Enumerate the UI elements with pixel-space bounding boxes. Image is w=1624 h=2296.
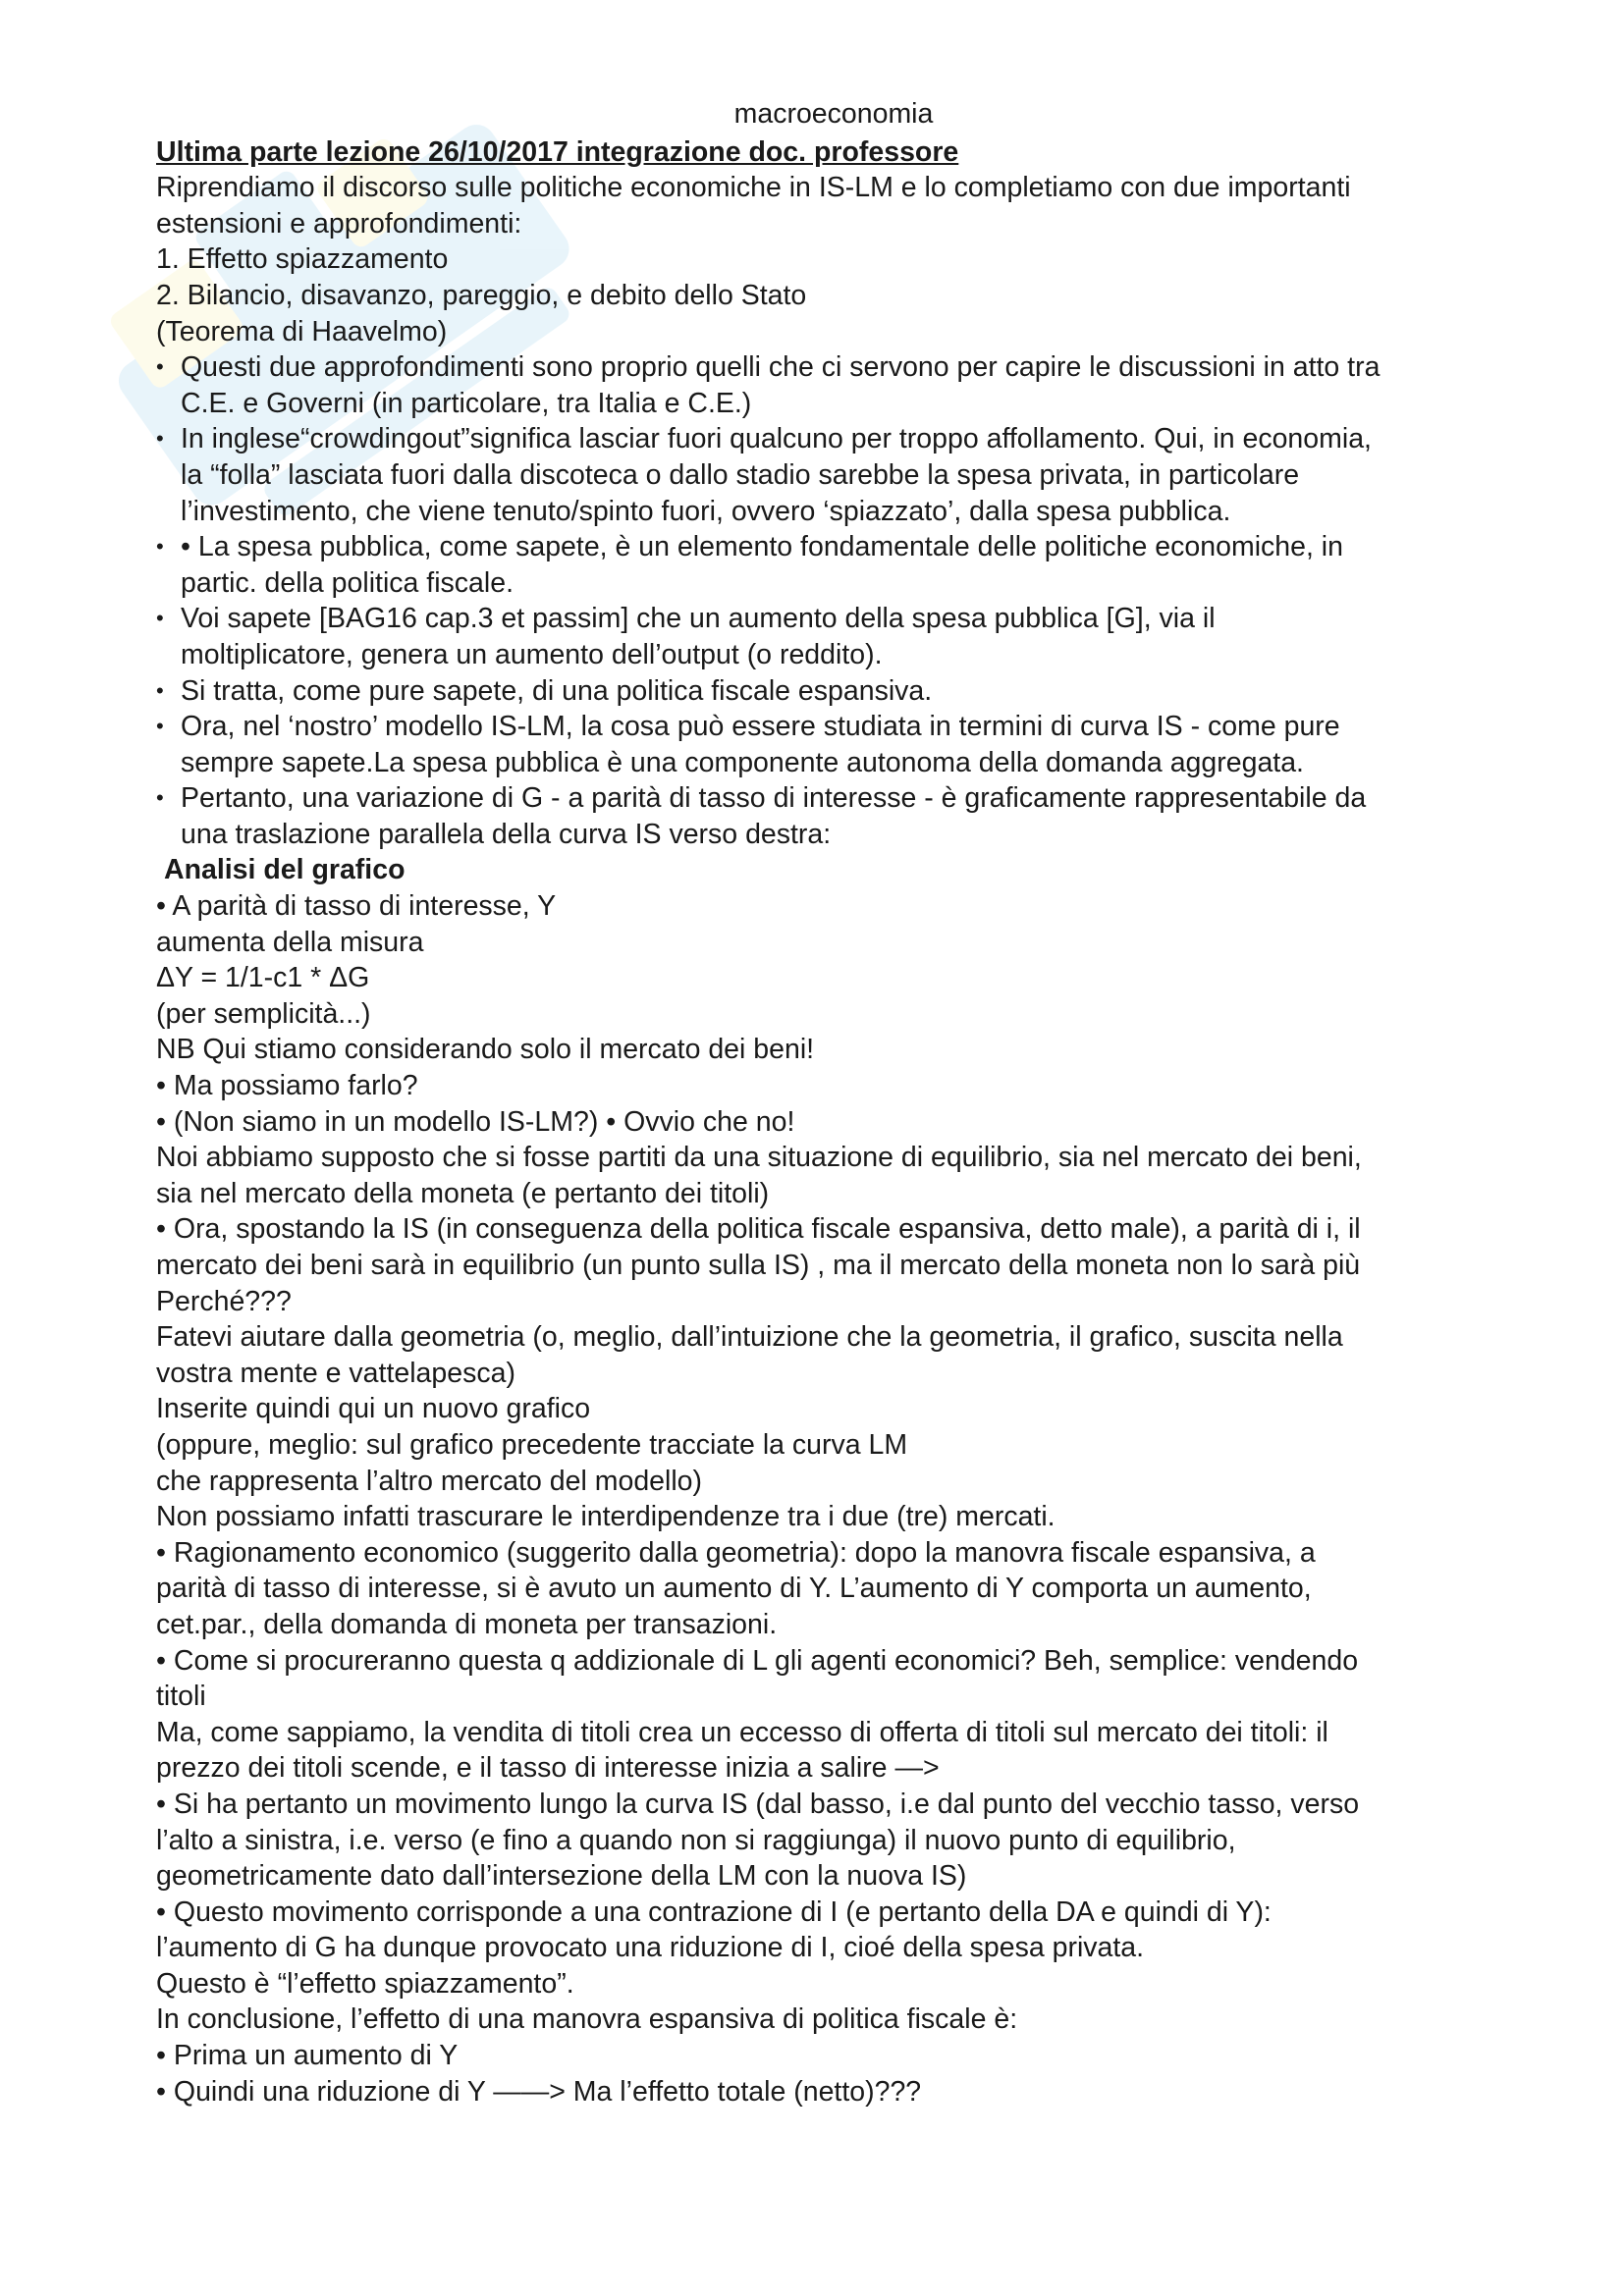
list-item-line: • In inglese“crowdingout”significa lasciar fuori qualcuno per troppo affollamento. Qui, in economia, <box>181 423 1372 455</box>
body-line: Noi abbiamo supposto che si fosse partiti da una situazione di equilibrio, sia nel mercato dei beni, <box>156 1142 1362 1174</box>
list-item <box>156 709 1482 780</box>
list-item-line: • Pertanto, una variazione di G - a parità di tasso di interesse - è graficamente rappresentabile da <box>181 782 1367 815</box>
intro-line: 2. Bilancio, disavanzo, pareggio, e debito dello Stato <box>156 279 807 311</box>
list-item-line: • Voi sapete [BAG16 cap.3 et passim] che un aumento della spesa pubblica [G], via il <box>181 603 1216 635</box>
body-line: prezzo dei titoli scende, e il tasso di interesse inizia a salire —> <box>156 1752 940 1785</box>
body-line: • Ragionamento economico (suggerito dalla geometria): dopo la manovra fiscale espansiva, a <box>156 1536 1316 1569</box>
document-page <box>156 96 1482 2109</box>
list-item-line: sempre sapete.La spesa pubblica è una componente autonoma della domanda aggregata. <box>181 746 1304 778</box>
body-line: Non possiamo infatti trascurare le interdipendenze tra i due (tre) mercati. <box>156 1501 1056 1533</box>
body-line: geometricamente dato dall’intersezione della LM con la nuova IS) <box>156 1860 967 1893</box>
list-item-line: • Questi due approfondimenti sono proprio quelli che ci servono per capire le discussioni in atto tra <box>181 351 1380 384</box>
intro-line: (Teorema di Haavelmo) <box>156 315 448 347</box>
body-line: vostra mente e vattelapesca) <box>156 1357 515 1389</box>
list-item-line: moltiplicatore, genera un aumento dell’output (o reddito). <box>181 638 883 670</box>
list-item <box>156 601 1482 672</box>
body-block <box>156 888 1482 2109</box>
body-line: che rappresenta l’altro mercato del modello) <box>156 1465 703 1497</box>
list-item-line: l’investimento, che viene tenuto/spinto fuori, ovvero ‘spiazzato’, dalla spesa pubblica. <box>181 495 1231 527</box>
intro-block <box>156 170 1482 349</box>
list-item-line: una traslazione parallela della curva IS verso destra: <box>181 818 832 850</box>
list-item-line: • Ora, nel ‘nostro’ modello IS-LM, la cosa può essere studiata in termini di curva IS - come pure <box>181 711 1340 743</box>
list-item-line: la “folla” lasciata fuori dalla discoteca o dallo stadio sarebbe la spesa privata, in particolare <box>181 458 1300 491</box>
section-subheading: Analisi del grafico <box>164 854 406 886</box>
body-line: l’aumento di G ha dunque provocato una riduzione di I, cioé della spesa privata. <box>156 1932 1145 1964</box>
body-line: • Prima un aumento di Y <box>156 2040 459 2072</box>
body-line: In conclusione, l’effetto di una manovra espansiva di politica fiscale è: <box>156 2003 1018 2036</box>
body-line: Inserite quindi qui un nuovo grafico <box>156 1393 591 1425</box>
intro-line: 1. Effetto spiazzamento <box>156 243 449 276</box>
bullet-list <box>156 349 1482 852</box>
list-item-line: C.E. e Governi (in particolare, tra Italia e C.E.) <box>181 387 752 419</box>
body-line: Perché??? <box>156 1285 292 1317</box>
body-line: • A parità di tasso di interesse, Y <box>156 890 557 923</box>
list-item-line: • • La spesa pubblica, come sapete, è un elemento fondamentale delle politiche economiche, in <box>181 531 1343 563</box>
body-line: aumenta della misura <box>156 926 424 958</box>
body-line: Questo è “l’effetto spiazzamento”. <box>156 1967 574 2000</box>
body-line: (oppure, meglio: sul grafico precedente tracciate la curva LM <box>156 1428 908 1461</box>
body-line: (per semplicità...) <box>156 997 371 1030</box>
body-line: mercato dei beni sarà in equilibrio (un punto sulla IS) , ma il mercato della moneta non lo sarà più <box>156 1250 1361 1281</box>
list-item-line: • Si tratta, come pure sapete, di una politica fiscale espansiva. <box>181 674 933 707</box>
body-line: • Ora, spostando la IS (in conseguenza della politica fiscale espansiva, detto male), a parità di i, il <box>156 1213 1361 1246</box>
list-item <box>156 780 1482 852</box>
body-line: • Ma possiamo farlo? <box>156 1070 418 1102</box>
body-line: parità di tasso di interesse, si è avuto un aumento di Y. L’aumento di Y comporta un aumento, <box>156 1573 1312 1605</box>
body-line: l’alto a sinistra, i.e. verso (e fino a quando non si raggiunga) il nuovo punto di equilibrio, <box>156 1824 1236 1856</box>
body-line: • Si ha pertanto un movimento lungo la curva IS (dal basso, i.e dal punto del vecchio tasso, verso <box>156 1788 1360 1820</box>
list-item-line: partic. della politica fiscale. <box>181 566 514 599</box>
body-line: titoli <box>156 1681 206 1713</box>
list-item <box>156 421 1482 529</box>
list-item <box>156 349 1482 421</box>
intro-line: Riprendiamo il discorso sulle politiche economiche in IS-LM e lo completiamo con due importanti <box>156 172 1351 204</box>
list-item <box>156 673 1482 710</box>
body-line: cet.par., della domanda di moneta per transazioni. <box>156 1608 778 1640</box>
body-line: • (Non siamo in un modello IS-LM?) • Ovvio che no! <box>156 1105 795 1138</box>
body-line: sia nel mercato della moneta (e pertanto dei titoli) <box>156 1177 770 1209</box>
intro-line: estensioni e approfondimenti: <box>156 207 522 240</box>
body-line: Ma, come sappiamo, la vendita di titoli crea un eccesso di offerta di titoli sul mercato dei titoli: il <box>156 1716 1328 1748</box>
body-line: • Questo movimento corrisponde a una contrazione di I (e pertanto della DA e quindi di Y): <box>156 1896 1272 1928</box>
body-line: • Quindi una riduzione di Y ——> Ma l’effetto totale (netto)??? <box>156 2075 922 2108</box>
document-title: macroeconomia <box>733 98 934 130</box>
body-line: Fatevi aiutare dalla geometria (o, meglio, dall’intuizione che la geometria, il grafico, suscita nella <box>156 1321 1343 1354</box>
formula-line: ΔY = 1/1-c1 * ΔG <box>156 962 370 994</box>
body-line: • Come si procureranno questa q addizionale di L gli agenti economici? Beh, semplice: vendendo <box>156 1644 1359 1677</box>
lesson-heading: Ultima parte lezione 26/10/2017 integrazione doc. professore <box>156 135 959 168</box>
list-item <box>156 529 1482 601</box>
body-line: NB Qui stiamo considerando solo il mercato dei beni! <box>156 1034 815 1066</box>
